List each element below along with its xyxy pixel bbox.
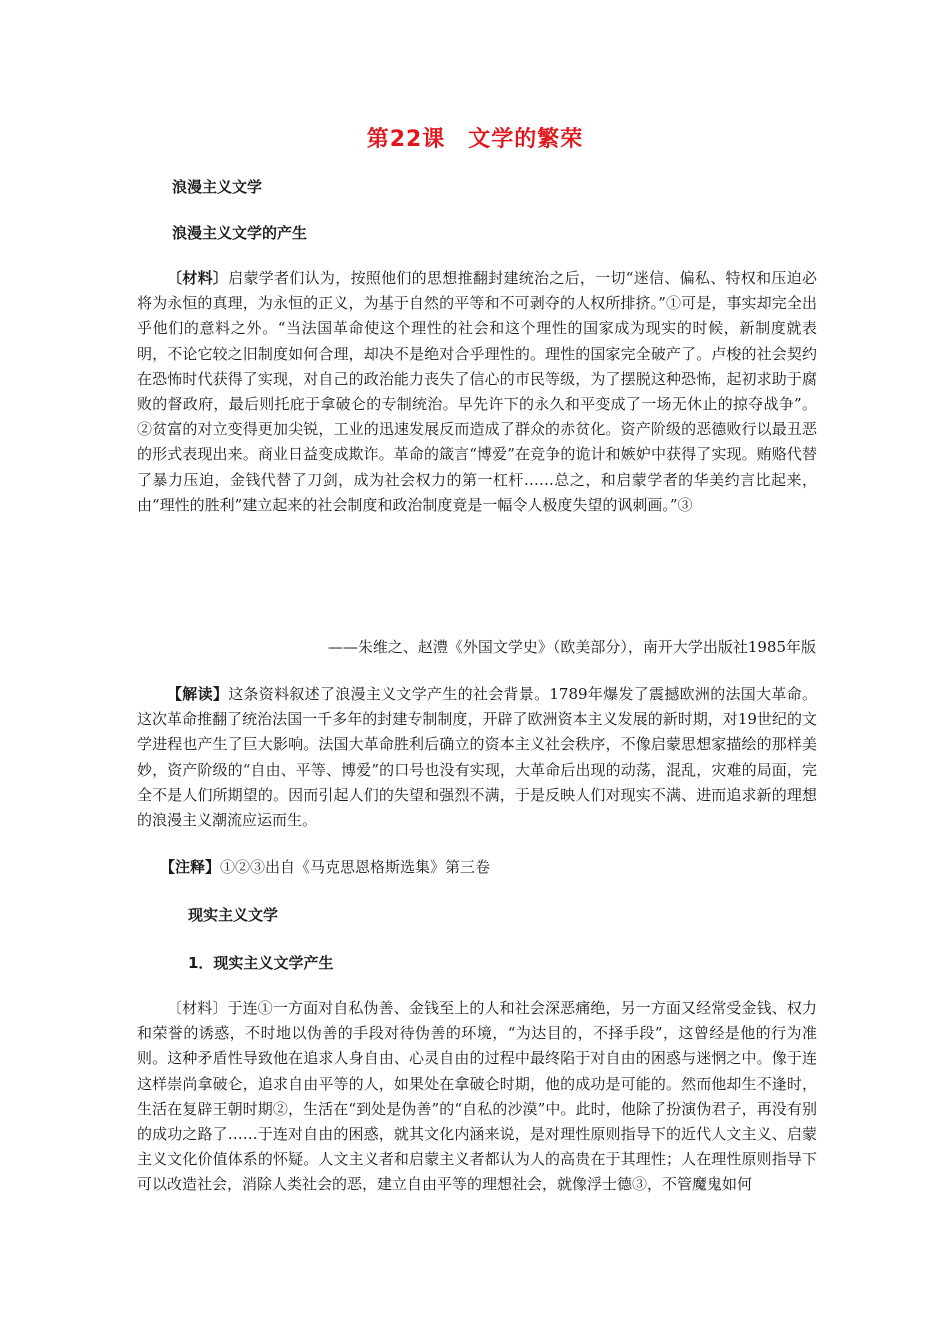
interpretation-text: 这条资料叙述了浪漫主义文学产生的社会背景。1789年爆发了震撼欧洲的法国大革命。这次革命推翻了统治法国一千多年的封建专制制度，开辟了欧洲资本主义发展的新时期，对19世纪的文学进程也产生了巨大影响。法国大革命胜利后确立的资本主义社会秩序，不像启蒙思想家描绘的那样美妙，资产阶级的“自由、平等、博爱”的口号也没有实现，大革命后出现的动荡，混乱，灾难的局面，完全不是人们所期望的。因而引起人们的失望和强烈不满，于是反映人们对现实不满、进而追求新的理想的浪漫主义潮流应运而生。 [137,685,817,830]
section-heading-romanticism: 浪漫主义文学 [172,178,263,196]
section-heading-realism: 现实主义文学 [188,906,279,924]
source-citation: ——朱维之、赵澧《外国文学史》（欧美部分），南开大学出版社1985年版 [327,638,816,656]
material-label: 〔材料〕 [167,269,229,287]
page-title: 第22课 文学的繁荣 [366,127,584,152]
subheading-realism-origin: 1．现实主义文学产生 [188,954,334,972]
material-text-2: 于连①一方面对自私伪善、金钱至上的人和社会深恶痛绝，另一方面又经常受金钱、权力和荣誉的诱惑，不时地以伪善的手段对待伪善的环境，“为达目的，不择手段”，这曾经是他的行为准则。这种矛盾性导致他在追求人身自由、心灵自由的过程中最终陷于对自由的困惑与迷惘之中。像于连这样崇尚拿破仑，追求自由平等的人，如果处在拿破仑时期，他的成功是可能的。然而他却生不逢时，生活在复辟王朝时期②，生活在“到处是伪善”的“自私的沙漠”中。此时，他除了扮演伪君子，再没有别的成功之路了……于连对自由的困惑，就其文化内涵来说，是对理性原则指导下的近代人文主义、启蒙主义文化价值体系的怀疑。人文主义者和启蒙主义者都认为人的高贵在于其理性；人在理性原则指导下可以改造社会，消除人类社会的恶，建立自由平等的理想社会，就像浮士德③，不管魔鬼如何 [137,999,817,1194]
note-line [160,856,490,877]
subheading-romanticism-origin: 浪漫主义文学的产生 [172,224,308,242]
note-text: ①②③出自《马克思恩格斯选集》第三卷 [220,858,491,876]
interpretation-label: 【解读】 [167,685,229,703]
material-paragraph-2 [137,996,817,1198]
interpretation-paragraph [137,682,817,833]
material-paragraph-1 [137,266,817,518]
material-label-2: 〔材料〕 [167,999,228,1017]
material-text: 启蒙学者们认为，按照他们的思想推翻封建统治之后，一切“迷信、偏私、特权和压迫必将为永恒的真理，为永恒的正义，为基于自然的平等和不可剥夺的人权所排挤。”①可是，事实却完全出乎他们的意料之外。“当法国革命使这个理性的社会和这个理性的国家成为现实的时候，新制度就表明，不论它较之旧制度如何合理，却决不是绝对合乎理性的。理性的国家完全破产了。卢梭的社会契约在恐怖时代获得了实现，对自己的政治能力丧失了信心的市民等级，为了摆脱这种恐怖，起初求助于腐败的督政府，最后则托庇于拿破仑的专制统治。早先许下的永久和平变成了一场无休止的掠夺战争”。②贫富的对立变得更加尖锐，工业的迅速发展反而造成了群众的赤贫化。资产阶级的恶德败行以最丑恶的形式表现出来。商业日益变成欺诈。革命的箴言“博爱”在竞争的诡计和嫉妒中获得了实现。贿赂代替了暴力压迫，金钱代替了刀剑，成为社会权力的第一杠杆……总之，和启蒙学者的华美约言比起来，由“理性的胜利”建立起来的社会制度和政治制度竟是一幅令人极度失望的讽刺画。”③ [137,269,817,514]
note-label: 【注释】 [160,858,221,876]
